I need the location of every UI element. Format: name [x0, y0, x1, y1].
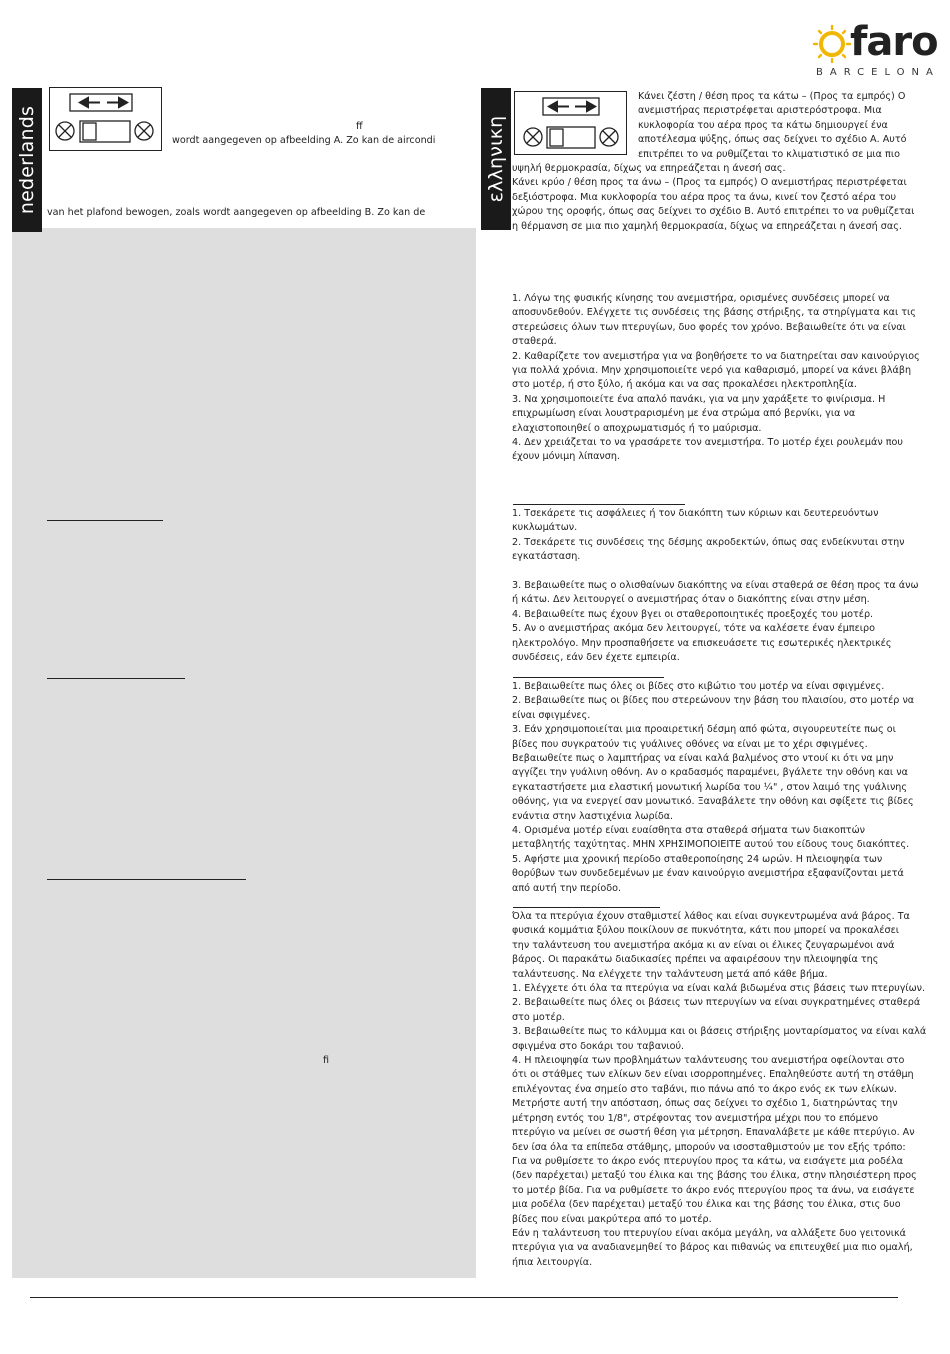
- el-wobble-line: (δεν παρέχεται) μεταξύ του έλικα και της βάσης του έλικα, στην πλησιέστερη προς: [512, 1170, 917, 1182]
- el-not-start-block: [512, 507, 932, 565]
- el-care-line: στο μοτέρ, ή στο ξύλο, ή ακόμα και να σας προκαλέσει ηλεκτροπληξία.: [512, 379, 857, 391]
- el-not-start-block-b: [512, 579, 932, 665]
- el-care-line: στερεώσεις όλων των πτερυγίων, δυο φορές τον χρόνο. Βεβαιωθείτε ότι να είναι: [512, 321, 906, 333]
- el-not-start-line: 5. Αν ο ανεμιστήρας ακόμα δεν λειτουργεί, τότε να καλέσετε έναν έμπειρο: [512, 623, 875, 635]
- nl-language-tab: [12, 88, 42, 232]
- el-wobble-line: Για να ρυθμίσετε το άκρο ενός πτερυγίου προς τα κάτω, να εισάγετε μια ροδέλα: [512, 1155, 904, 1167]
- el-language-label: ελληνικη: [485, 115, 507, 203]
- el-wobble-line: σφιγμένα στο δοκάρι του ταβανιού.: [512, 1040, 685, 1052]
- el-not-start-line: 2. Τσεκάρετε τις συνδέσεις της δέσμης ακροδεκτών, όπως σας ενδείκνυται στην: [512, 536, 905, 548]
- el-section-rule-2: [513, 677, 664, 678]
- el-noisy-line: είναι σφιγμένες.: [512, 709, 591, 721]
- el-wobble-line: μέτρηση εντός του 1/8", στρέφοντας τον ανεμιστήρα μέχρι που το επόμενο: [512, 1112, 879, 1124]
- nl-section-rule-2: [47, 678, 185, 679]
- el-intro-line: επιτρέπει το να ρυθμίζεται το κλιματιστικό σε μια πιο: [638, 148, 900, 160]
- el-noisy-line: βίδες που συγκρατούν τις γυάλινες οθόνες να είναι με το χέρι σφιγμένες.: [512, 738, 868, 750]
- el-wobble-line: 2. Βεβαιωθείτε πως όλες οι βάσεις των πτερυγίων να είναι συγκρατημένες σταθερά: [512, 997, 921, 1009]
- el-wobble-line: πτερύγιο να μείνει σε σωστή θέση για μέτρηση. Επαναλάβετε με κάθε πτερύγιο. Αν: [512, 1127, 915, 1139]
- el-wobble-line: ταλάντευσης. Να ελέγχετε την ταλάντευση μετά από κάθε βήμα.: [512, 968, 828, 980]
- el-section-rule-3: [513, 907, 660, 908]
- el-not-start-line: 1. Τσεκάρετε τις ασφάλειες ή τον διακόπτη των κύριων και δευτερευόντων: [512, 508, 879, 519]
- el-noisy-line: οθόνης, για να ενεργεί σαν μονωτικό. Ξαναβάλετε την οθόνη και σφίξετε τις βίδες: [512, 796, 914, 808]
- el-care-line: επιχρωμίωση είναι λουστραρισμένη με ένα στρώμα από βερνίκι, για να: [512, 408, 856, 420]
- el-noisy-line: εγκαταστήσετε μια ελαστική μονωτική λωρίδα του ¼" , στον λαιμό της γυάλινης: [512, 781, 908, 793]
- nl-text-line-2: van het plafond bewogen, zoals wordt aangegeven op afbeelding B. Zo kan de: [47, 207, 426, 218]
- el-section-rule-1: [513, 504, 685, 505]
- el-not-start-line: ή κάτω. Δεν λειτουργεί ο ανεμιστήρας όταν ο διακόπτης είναι στην μέση.: [512, 594, 870, 606]
- el-wobble-line: φυσικά κομμάτια ξύλου ποικίλουν σε πυκνότητα, κάτι που μπορεί να προκαλέσει: [512, 925, 900, 937]
- el-care-line: έχουν μόνιμη λίπανση.: [512, 451, 620, 463]
- el-wobble-line: πτερύγια για να αναδιανεμηθεί το βάρος και πιθανώς να επιτευχθεί μια πιο ομαλή,: [512, 1242, 913, 1254]
- el-not-start-line: 3. Βεβαιωθείτε πως ο ολισθαίνων διακόπτης να είναι σταθερά σε θέση προς τα άνω: [512, 580, 919, 591]
- el-wobble-line: το μοτέρ βίδα. Για να ρυθμίσετε το άκρο ενός πτερυγίου προς τα άνω, να εισάγετε: [512, 1184, 915, 1196]
- el-intro-line: Κάνει κρύο / θέση προς τα άνω – (Προς τα εμπρός) Ο ανεμιστήρας περιστρέφεται: [512, 177, 907, 189]
- brand-name: faro: [850, 19, 938, 65]
- el-not-start-line: συνδέσεις, εάν δεν έχετε εμπειρία.: [512, 652, 680, 664]
- el-not-start-line: 4. Βεβαιωθείτε πως έχουν βγει οι σταθεροποιητικές προεξοχές του μοτέρ.: [512, 608, 874, 620]
- footer-rule: [30, 1297, 898, 1298]
- el-wobble-line: επιλέγοντας ένα σημείο στο ταβάνι, πιο πάνω από το άκρο ενός εκ των ελίκων.: [512, 1083, 897, 1095]
- brand-city: BARCELONA: [816, 67, 940, 78]
- el-intro-line: η θέρμανση σε μια πιο χαμηλή θερμοκρασία, δίχως να επηρεάζεται η άνεσή σας.: [512, 220, 902, 232]
- el-noisy-line: 3. Εάν χρησιμοποιείται μια προαιρετική δέσμη από φώτα, σιγουρευτείτε πως οι: [512, 724, 896, 736]
- el-noisy-line: από αυτή την περίοδο.: [512, 882, 622, 894]
- el-wobble-line: 1. Ελέγχετε ότι όλα τα πτερύγια να είναι καλά βιδωμένα στις βάσεις των πτερυγίων.: [512, 983, 926, 995]
- el-language-tab: [481, 88, 511, 230]
- faro-sun-icon: [812, 24, 852, 64]
- nl-section-rule-1: [47, 520, 163, 521]
- el-care-line: 3. Να χρησιμοποιείτε ένα απαλό πανάκι, για να μην χαράξετε το φινίρισμα. Η: [512, 393, 886, 405]
- el-noisy-line: αγγίζει την γυάλινη οθόνη. Αν ο κραδασμός παραμένει, βγάλετε την οθόνη και να: [512, 767, 908, 779]
- el-noisy-line: μεταβλητής ταχύτητας. ΜΗΝ ΧΡΗΣΙΜΟΠΟΙΕΙΤΕ αυτού του είδους τους διακόπτες.: [512, 839, 910, 851]
- el-care-line: 4. Δεν χρειάζεται το να γρασάρετε τον ανεμιστήρα. Το μοτέρ έχει ρουλεμάν που: [512, 437, 903, 449]
- el-wobble-line: ήπια λειτουργία.: [512, 1256, 593, 1268]
- nl-section-rule-3: [47, 879, 246, 880]
- el-noisy-block: [512, 680, 932, 896]
- nl-switch-diagram-drawing: [50, 88, 161, 150]
- el-intro-line: ανεμιστήρας περιστρέφεται αριστερόστροφα. Μια: [638, 105, 882, 117]
- el-care-line: 1. Λόγω της φυσικής κίνησης του ανεμιστήρα, ορισμένες συνδέσεις μπορεί να: [512, 293, 890, 304]
- el-wobble-line: βίδες που είναι μακρύτερα από το μοτέρ.: [512, 1213, 712, 1225]
- nl-fragment-ff: ff: [356, 121, 363, 132]
- el-intro-line: χώρου της οροφής, όπως σας δείχνει το σχέδιο Β. Αυτό επιτρέπει το να ρυθμίζεται: [512, 206, 915, 218]
- el-noisy-line: Βεβαιωθείτε πως ο λαμπτήρας να είναι καλά βαλμένος στο ντουί κι ότι να μην: [512, 753, 894, 765]
- nl-switch-diagram: [49, 87, 162, 151]
- el-wobble-line: μια ροδέλα (δεν παρέχεται) μεταξύ του έλικα και της βάσης του έλικα, στις δυο: [512, 1199, 901, 1211]
- el-intro-line: αποτέλεσμα ψύξης, όπως σας δείχνει το σχέδιο Α. Αυτό: [638, 134, 907, 146]
- nl-language-label: nederlands: [16, 105, 38, 215]
- el-care-block: [512, 292, 932, 465]
- el-intro-block: [512, 90, 932, 234]
- el-wobble-line: την ταλάντευση του ανεμιστήρα ακόμα κι αν είναι οι έλικες ζευγαρωμένοι ανά: [512, 939, 895, 951]
- el-wobble-line: Όλα τα πτερύγια έχουν σταθμιστεί λάθος και είναι συγκεντρωμένα ανά βάρος. Τα: [512, 911, 910, 922]
- el-care-line: ελαχιστοποιηθεί ο αποχρωματισμός ή το μαύρισμα.: [512, 422, 762, 434]
- el-wobble-line: 4. Η πλειοψηφία των προβλημάτων ταλάντευσης του ανεμιστήρα οφείλονται στο: [512, 1055, 905, 1067]
- el-care-line: για πολλά χρόνια. Μην χρησιμοποιείτε νερό για καθαρισμό, μπορεί να κάνει βλάβη: [512, 365, 912, 377]
- brand-logo: [812, 19, 946, 82]
- el-wobble-line: 3. Βεβαιωθείτε πως το κάλυμμα και οι βάσεις στήριξης μονταρίσματος να είναι καλά: [512, 1026, 927, 1038]
- el-not-start-line: ηλεκτρολόγο. Μην προσπαθήσετε να επισκευάσετε τις εσωτερικές ηλεκτρικές: [512, 637, 892, 649]
- el-noisy-line: 2. Βεβαιωθείτε πως οι βίδες που στερεώνουν την βάση του πλαισίου, στο μοτέρ να: [512, 695, 915, 707]
- el-intro-line: υψηλή θερμοκρασία, δίχως να επηρεάζεται η άνεσή σας.: [512, 163, 786, 175]
- el-noisy-line: 4. Ορισμένα μοτέρ είναι ευαίσθητα στα σταθερά σήματα των διακοπτών: [512, 825, 865, 837]
- el-noisy-line: 1. Βεβαιωθείτε πως όλες οι βίδες στο κιβώτιο του μοτέρ να είναι σφιγμένες.: [512, 681, 885, 692]
- el-intro-line: δεξιόστροφα. Μια κυκλοφορία του αέρα προς τα άνω, κινεί τον ζεστό αέρα του: [512, 191, 897, 203]
- el-care-line: 2. Καθαρίζετε τον ανεμιστήρα για να βοηθήσετε το να διατηρείται σαν καινούργιος: [512, 350, 920, 362]
- el-wobble-line: στο μοτέρ.: [512, 1011, 565, 1023]
- nl-column-panel: [12, 88, 476, 1278]
- nl-text-line-1: wordt aangegeven op afbeelding A. Zo kan de aircondi: [172, 135, 436, 146]
- el-intro-line: Κάνει ζέστη / θέση προς τα κάτω – (Προς τα εμπρός) Ο: [638, 91, 906, 102]
- el-noisy-line: θορύβων των συνδεδεμένων με έναν καινούργιο ανεμιστήρα εξαφανίζονται μετά: [512, 868, 904, 880]
- el-not-start-line: κυκλωμάτων.: [512, 522, 578, 534]
- el-wobble-line: Εάν η ταλάντευση του πτερυγίου είναι ακόμα μεγάλη, να αλλάξετε δυο γειτονικά: [512, 1227, 906, 1239]
- el-wobble-block: [512, 910, 932, 1270]
- el-wobble-line: βάρος. Οι παρακάτω διαδικασίες πρέπει να αφαιρέσουν την πλειοψηφία της: [512, 954, 879, 966]
- el-wobble-line: Μετρήστε αυτή την απόσταση, όπως σας δείχνει το σχέδιο 1, διατηρώντας την: [512, 1098, 898, 1110]
- el-not-start-line: εγκατάσταση.: [512, 551, 581, 563]
- el-noisy-line: 5. Αφήστε μια χρονική περίοδο σταθεροποίησης 24 ωρών. Η πλειοψηφία των: [512, 853, 883, 865]
- el-care-line: αποσυνδεθούν. Ελέγχετε τις συνδέσεις της βάσης στήριξης, τα στηρίγματα και τις: [512, 307, 916, 319]
- nl-fragment-fi: fi: [323, 1055, 330, 1066]
- el-wobble-line: δεν ίσα όλα τα επίπεδα στάθμης, μπορούν να ισοσταθμιστούν με τον εξής τρόπο:: [512, 1141, 906, 1153]
- el-noisy-line: ενάντια στην λαστιχένια λωρίδα.: [512, 810, 674, 822]
- el-care-line: σταθερά.: [512, 336, 557, 348]
- el-intro-line: κυκλοφορία του αέρα προς τα κάτω δημιουργεί ένα: [638, 119, 888, 131]
- el-wobble-line: ότι οι στάθμες των ελίκων δεν είναι ισορροπημένες. Επαληθεύστε αυτή τη στάθμη: [512, 1069, 914, 1081]
